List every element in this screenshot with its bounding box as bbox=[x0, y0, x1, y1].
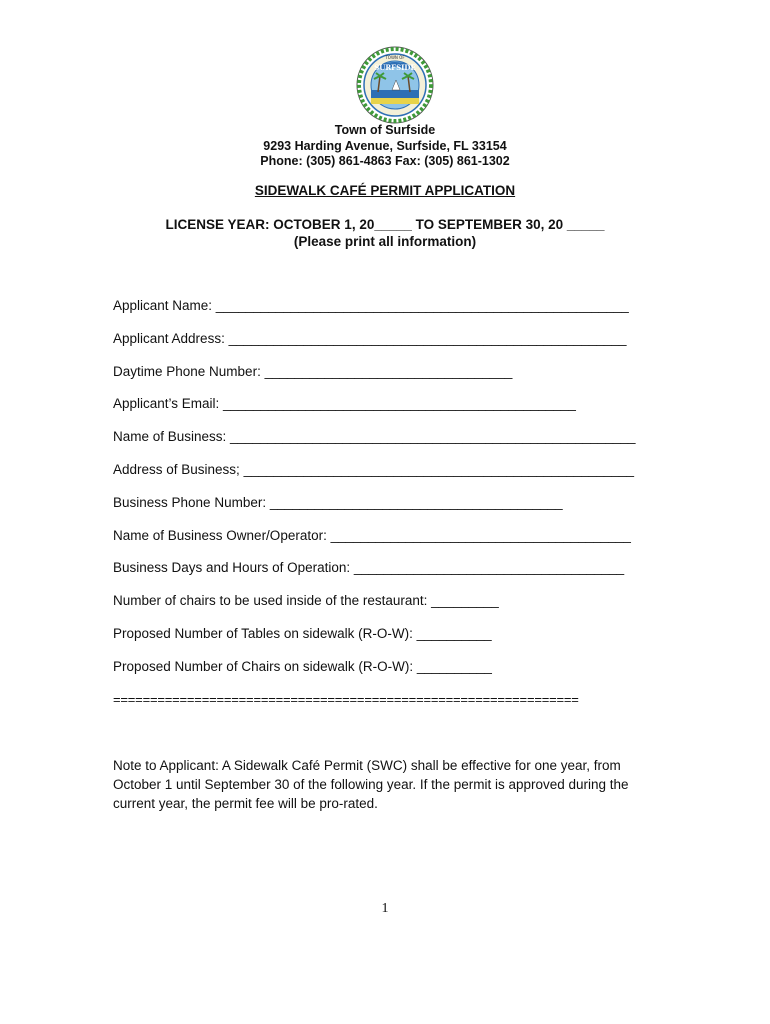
seal-top-text: TOWN OF bbox=[385, 55, 405, 60]
business-owner-field[interactable]: Name of Business Owner/Operator: ________________________________________ bbox=[113, 527, 631, 543]
license-year-line: LICENSE YEAR: OCTOBER 1, 20_____ TO SEPTEMBER 30, 20 _____ bbox=[165, 217, 605, 232]
applicant-email-field[interactable]: Applicant’s Email: _______________________________________________ bbox=[113, 396, 576, 412]
town-address: 9293 Harding Avenue, Surfside, FL 33154 bbox=[263, 139, 507, 153]
sidewalk-tables-field[interactable]: Proposed Number of Tables on sidewalk (R-O-W): __________ bbox=[113, 625, 492, 641]
applicant-name-field[interactable]: Applicant Name: _______________________________________________________ bbox=[113, 298, 629, 313]
business-name-field[interactable]: Name of Business: ______________________________________________________ bbox=[113, 429, 636, 445]
inside-chairs-field[interactable]: Number of chairs to be used inside of the restaurant: _________ bbox=[113, 593, 499, 609]
daytime-phone-field[interactable]: Daytime Phone Number: _________________________________ bbox=[113, 363, 513, 379]
page-number: 1 bbox=[381, 901, 389, 916]
application-fields bbox=[113, 296, 713, 710]
town-seal-logo bbox=[356, 46, 434, 124]
form-title: SIDEWALK CAFÉ PERMIT APPLICATION bbox=[254, 183, 516, 198]
business-hours-field[interactable]: Business Days and Hours of Operation: ____________________________________ bbox=[113, 560, 625, 576]
sidewalk-chairs-field[interactable]: Proposed Number of Chairs on sidewalk (R-O-W): __________ bbox=[113, 658, 492, 674]
print-instruction: (Please print all information) bbox=[293, 234, 477, 249]
business-phone-field[interactable]: Business Phone Number: _______________________________________ bbox=[113, 494, 563, 510]
license-year-block bbox=[0, 216, 770, 250]
business-address-field[interactable]: Address of Business; ____________________________________________________ bbox=[113, 461, 634, 477]
applicant-address-field[interactable]: Applicant Address: _____________________________________________________ bbox=[113, 330, 627, 346]
town-phone-fax: Phone: (305) 861-4863 Fax: (305) 861-1302 bbox=[260, 154, 510, 168]
seal-name-text: SURFSIDE bbox=[374, 63, 416, 72]
separator-line: =============================================================== bbox=[113, 691, 579, 707]
town-name: Town of Surfside bbox=[334, 123, 436, 137]
note-to-applicant: Note to Applicant: A Sidewalk Café Permit (SWC) shall be effective for one year, from October 1 until September 30 of the following year. If the permit is approved during the current year, the permit fee will be pro-rated. bbox=[113, 758, 629, 811]
